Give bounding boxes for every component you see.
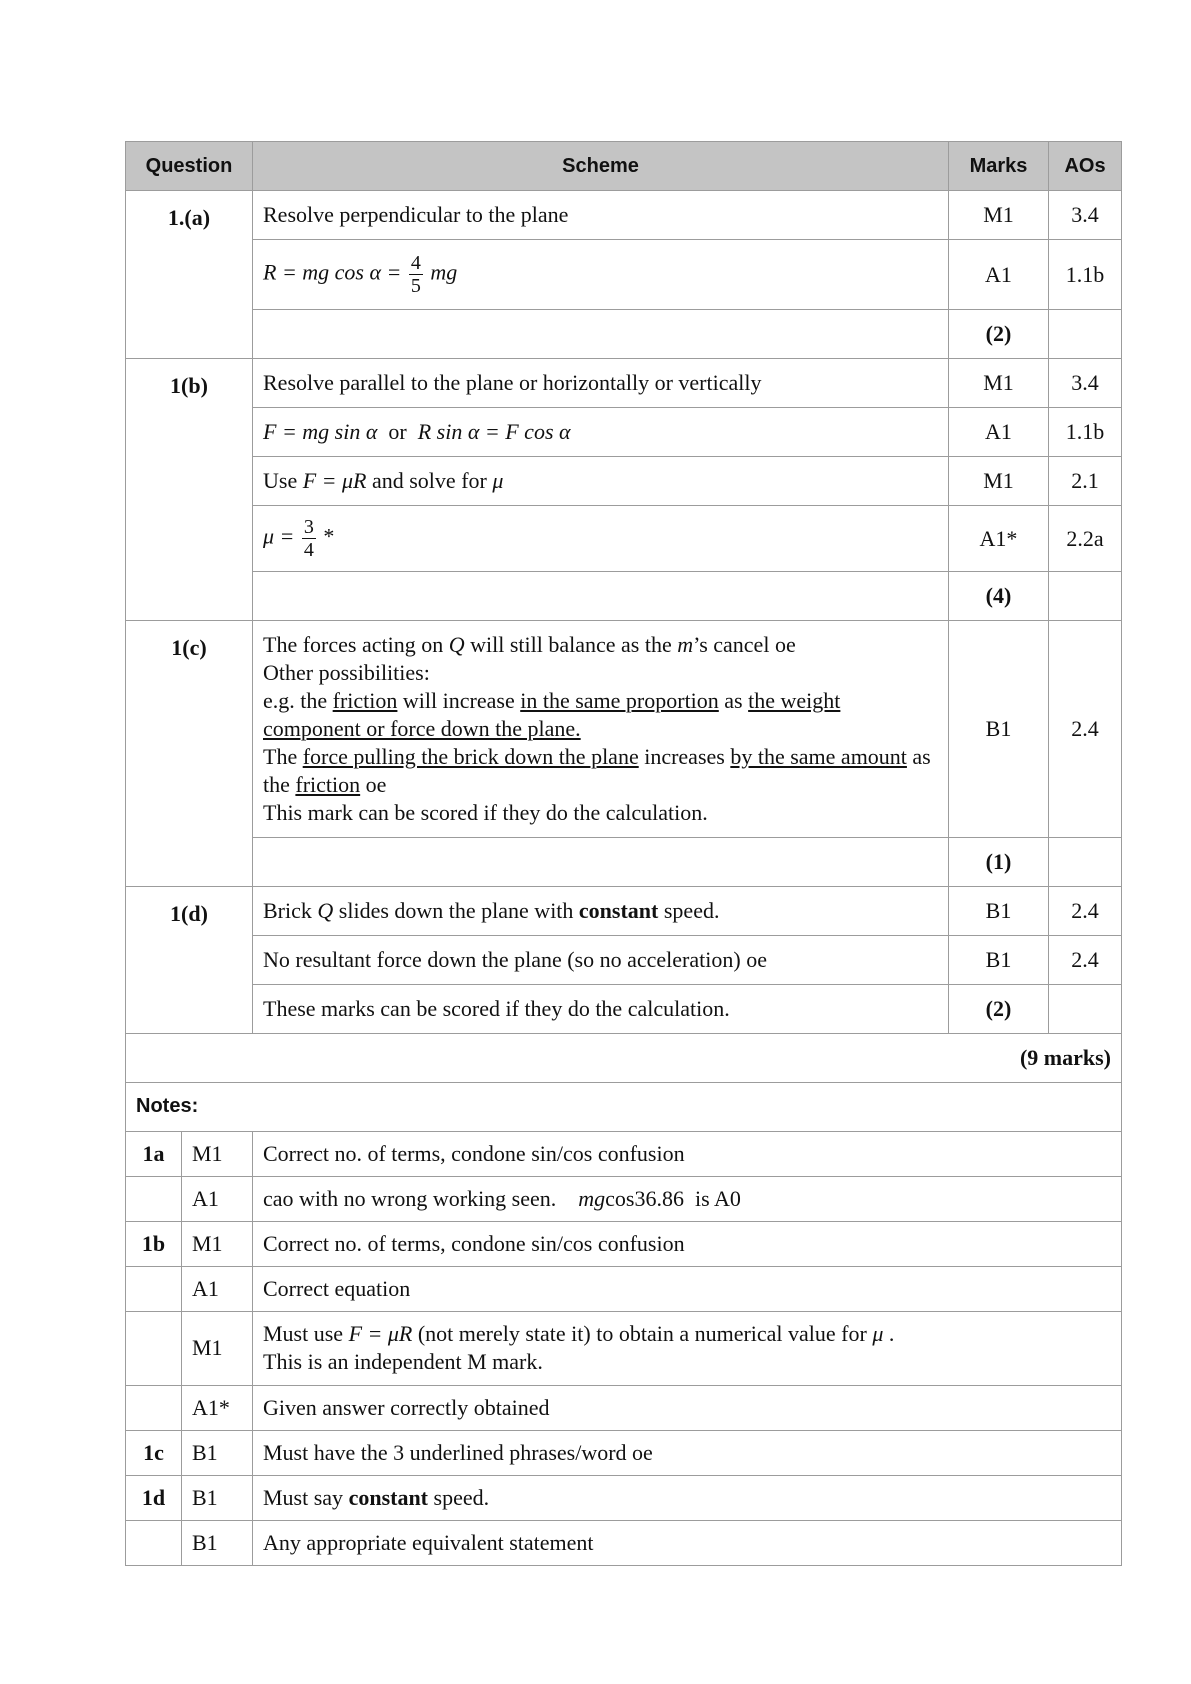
- q1d-mark-2: B1: [949, 936, 1049, 985]
- note-row: [126, 1266, 1122, 1311]
- q1b-ao-2: 1.1b: [1049, 408, 1122, 457]
- q1c-l4-text-4: oe: [360, 772, 387, 797]
- q1b-ao-3: 2.1: [1049, 457, 1122, 506]
- q1a-frac-num: 4: [410, 252, 421, 274]
- note-question: [126, 1311, 182, 1385]
- q1a-fraction: [409, 252, 423, 297]
- q1b-mu-lhs: μ =: [263, 523, 295, 549]
- q1d-row-1: [126, 887, 1122, 936]
- header-row: [126, 142, 1122, 191]
- note-text: Given answer correctly obtained: [253, 1385, 1122, 1430]
- header-aos: AOs: [1049, 142, 1122, 191]
- q1d-ao-empty: [1049, 985, 1122, 1034]
- q1a-ao-1: 3.4: [1049, 191, 1122, 240]
- q1b-row-4: [126, 506, 1122, 572]
- note-text-c: .: [883, 1321, 895, 1346]
- q1c-l3-underline-3: the weight component or force down the plane.: [263, 688, 841, 741]
- note-mark: B1: [182, 1430, 253, 1475]
- total-row: [126, 1034, 1122, 1083]
- q1b-mu: μ: [492, 468, 504, 493]
- scheme-table: [125, 141, 1122, 1083]
- note-mark: B1: [182, 1475, 253, 1520]
- q1d-row-2: [126, 936, 1122, 985]
- q1c-l1-text-2: will still balance as the: [464, 632, 678, 657]
- q1c-empty: [253, 838, 949, 887]
- note-constant: constant: [348, 1484, 429, 1510]
- note-line-2: This is an independent M mark.: [263, 1349, 543, 1374]
- note-text: [253, 1311, 1122, 1385]
- q1d-text-a: Brick: [263, 898, 318, 923]
- q1b-mark-3: M1: [949, 457, 1049, 506]
- q1b-fraction: [302, 516, 316, 561]
- q1a-equation-rhs: mg: [430, 259, 458, 285]
- q1c-l4-underline-2: by the same amount: [730, 744, 907, 769]
- q1c-l4-underline-1: force pulling the brick down the plane: [302, 744, 639, 769]
- note-line-1: [263, 1320, 1111, 1348]
- q1b-frac-num: 3: [303, 516, 314, 538]
- q1b-subtotal: (4): [949, 572, 1049, 621]
- q1c-line-3: [263, 687, 938, 743]
- note-mark: A1*: [182, 1385, 253, 1430]
- q1c-l3-text-2: will increase: [397, 688, 521, 713]
- note-row: [126, 1221, 1122, 1266]
- q1a-subtotal: (2): [949, 310, 1049, 359]
- note-mark: A1: [182, 1176, 253, 1221]
- note-text-b: (not merely state it) to obtain a numerical value for: [412, 1321, 873, 1346]
- q1b-subtotal-row: [126, 572, 1122, 621]
- q1b-star: *: [323, 523, 335, 549]
- q1c-line-4: [263, 743, 938, 799]
- q1d-text-b: slides down the plane with: [333, 898, 579, 923]
- q1c-mark: B1: [949, 621, 1049, 838]
- q1d-constant: constant: [578, 898, 659, 923]
- q1b-empty: [253, 572, 949, 621]
- note-question: 1a: [126, 1131, 182, 1176]
- note-text: Correct no. of terms, condone sin/cos confusion: [253, 1131, 1122, 1176]
- q1a-scheme-1: Resolve perpendicular to the plane: [253, 191, 949, 240]
- q1b-row-1: [126, 359, 1122, 408]
- q1c-l4-underline-3: friction: [295, 772, 361, 797]
- q1d-scheme-2: No resultant force down the plane (so no acceleration) oe: [253, 936, 949, 985]
- q1b-ao-empty: [1049, 572, 1122, 621]
- q1d-scheme-3: These marks can be scored if they do the calculation.: [253, 985, 949, 1034]
- note-question: [126, 1266, 182, 1311]
- q1a-row-2: [126, 240, 1122, 310]
- note-mark: B1: [182, 1520, 253, 1565]
- q1c-l4-text-2: increases: [638, 744, 731, 769]
- note-text-a: cao with no wrong working seen.: [263, 1185, 579, 1211]
- q1a-mark-1: M1: [949, 191, 1049, 240]
- q1b-label: 1(b): [126, 359, 253, 621]
- q1c-ao-empty: [1049, 838, 1122, 887]
- q1a-mark-2: A1: [949, 240, 1049, 310]
- note-text: Any appropriate equivalent statement: [253, 1520, 1122, 1565]
- q1b-use: Use: [263, 468, 298, 493]
- q1d-label: 1(d): [126, 887, 253, 1034]
- note-row: [126, 1385, 1122, 1430]
- note-row: [126, 1430, 1122, 1475]
- q1b-solve: and solve for: [371, 468, 487, 493]
- q1b-mark-1: M1: [949, 359, 1049, 408]
- q1c-scheme: [253, 621, 949, 838]
- note-text-b: cos36.86 is A0: [605, 1185, 741, 1211]
- q1c-line-5: This mark can be scored if they do the calculation.: [263, 800, 708, 825]
- q1a-label: 1.(a): [126, 191, 253, 359]
- q1c-l4-text: The: [263, 744, 303, 769]
- q1c-l1-text: The forces acting on: [263, 632, 449, 657]
- q1d-scheme-1: [253, 887, 949, 936]
- note-row: [126, 1176, 1122, 1221]
- q1b-scheme-3: [253, 457, 949, 506]
- q1b-ao-1: 3.4: [1049, 359, 1122, 408]
- q1c-row-1: [126, 621, 1122, 838]
- note-question: [126, 1385, 182, 1430]
- header-scheme: Scheme: [253, 142, 949, 191]
- note-row: [126, 1520, 1122, 1565]
- q1a-frac-den: 5: [410, 275, 421, 297]
- q1a-empty: [253, 310, 949, 359]
- total-marks: (9 marks): [126, 1034, 1122, 1083]
- q1a-equation-lhs: R = mg cos α =: [263, 259, 402, 285]
- q1a-subtotal-row: [126, 310, 1122, 359]
- q1c-l4-text-3: as the: [263, 744, 931, 797]
- note-question: [126, 1176, 182, 1221]
- q1b-frac-den: 4: [303, 539, 314, 561]
- note-mark: M1: [182, 1131, 253, 1176]
- notes-heading-row: [126, 1082, 1122, 1131]
- note-text: Correct no. of terms, condone sin/cos confusion: [253, 1221, 1122, 1266]
- note-question: [126, 1520, 182, 1565]
- q1c-label: 1(c): [126, 621, 253, 887]
- q1b-eq-2: R sin α = F cos α: [417, 419, 571, 444]
- q1a-row-1: [126, 191, 1122, 240]
- q1b-row-3: [126, 457, 1122, 506]
- q1c-subtotal-row: [126, 838, 1122, 887]
- note-eq: F = μR: [348, 1321, 413, 1346]
- q1d-subtotal: (2): [949, 985, 1049, 1034]
- q1d-ao-1: 2.4: [1049, 887, 1122, 936]
- q1b-row-2: [126, 408, 1122, 457]
- note-text: [253, 1475, 1122, 1520]
- q1d-text-c: speed.: [658, 898, 720, 923]
- q1b-scheme-1: Resolve parallel to the plane or horizontally or vertically: [253, 359, 949, 408]
- note-text-b: speed.: [428, 1484, 490, 1510]
- q1b-eq-1: F = mg sin α: [263, 419, 378, 444]
- note-text-a: Must say: [263, 1484, 349, 1510]
- q1d-row-3: [126, 985, 1122, 1034]
- note-row: [126, 1131, 1122, 1176]
- q1c-line-2: Other possibilities:: [263, 660, 430, 685]
- q1c-l1-q: Q: [448, 632, 465, 657]
- q1c-l3-underline-2: in the same proportion: [520, 688, 719, 713]
- q1c-l1-m: m: [677, 632, 694, 657]
- q1c-l1-text-3: ’s cancel oe: [693, 632, 796, 657]
- q1c-line-1: [263, 631, 938, 659]
- q1a-ao-2: 1.1b: [1049, 240, 1122, 310]
- note-question: 1c: [126, 1430, 182, 1475]
- note-mu: μ: [872, 1321, 884, 1346]
- note-row: [126, 1311, 1122, 1385]
- q1b-mark-2: A1: [949, 408, 1049, 457]
- q1c-l3-underline-1: friction: [332, 688, 398, 713]
- header-marks: Marks: [949, 142, 1049, 191]
- note-mark: A1: [182, 1266, 253, 1311]
- note-row: [126, 1475, 1122, 1520]
- note-text-a: Must use: [263, 1321, 349, 1346]
- note-question: 1d: [126, 1475, 182, 1520]
- q1b-mark-4: A1*: [949, 506, 1049, 572]
- note-mark: M1: [182, 1221, 253, 1266]
- q1b-eq-3: F = μR: [302, 468, 367, 493]
- note-text: [253, 1176, 1122, 1221]
- q1a-ao-empty: [1049, 310, 1122, 359]
- note-text: Correct equation: [253, 1266, 1122, 1311]
- note-text: Must have the 3 underlined phrases/word oe: [253, 1430, 1122, 1475]
- q1a-scheme-2: [253, 240, 949, 310]
- mark-scheme: [125, 141, 1121, 1566]
- q1d-q: Q: [317, 898, 334, 923]
- q1c-l3-text-3: as: [718, 688, 749, 713]
- q1c-subtotal: (1): [949, 838, 1049, 887]
- q1d-mark-1: B1: [949, 887, 1049, 936]
- note-math: mg: [578, 1185, 606, 1211]
- q1b-ao-4: 2.2a: [1049, 506, 1122, 572]
- notes-table: [125, 1082, 1122, 1566]
- q1b-scheme-2: [253, 408, 949, 457]
- q1c-ao: 2.4: [1049, 621, 1122, 838]
- q1d-ao-2: 2.4: [1049, 936, 1122, 985]
- header-question: Question: [126, 142, 253, 191]
- q1b-scheme-4: [253, 506, 949, 572]
- note-mark: M1: [182, 1311, 253, 1385]
- q1b-or: or: [388, 419, 407, 444]
- q1c-l3-text: e.g. the: [263, 688, 333, 713]
- note-question: 1b: [126, 1221, 182, 1266]
- notes-heading: Notes:: [126, 1082, 1122, 1131]
